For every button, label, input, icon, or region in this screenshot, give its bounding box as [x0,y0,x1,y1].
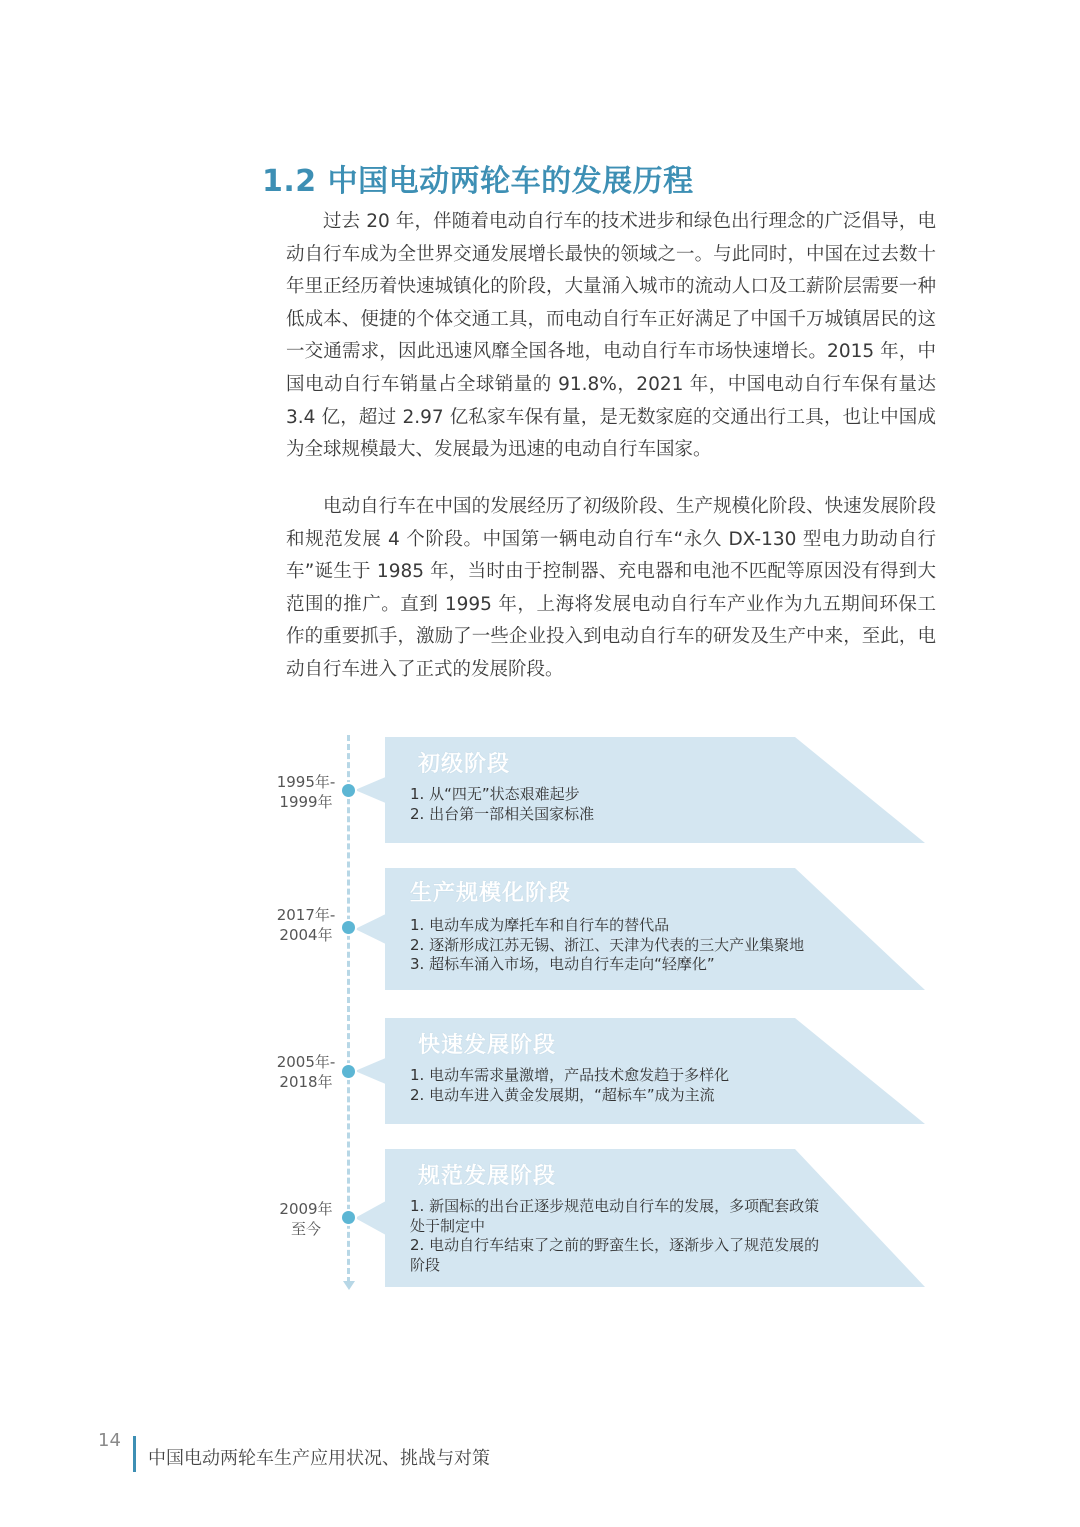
stage-item: 2. 逐渐形成江苏无锡、浙江、天津为代表的三大产业集聚地 [410,935,805,954]
stage-title: 规范发展阶段 [418,1164,557,1189]
timeline-stage-1 [270,737,930,843]
stage-item: 2. 出台第一部相关国家标准 [410,804,595,823]
stage-item: 1. 电动车成为摩托车和自行车的替代品 [410,916,670,934]
timeline-dot-icon [342,1065,355,1078]
stage-date-end: 至今 [290,1220,321,1238]
stage-date [270,772,342,812]
timeline-stage-4 [270,1149,930,1287]
stage-date-start: 2005年- [276,1053,336,1071]
stage-items [410,916,830,975]
stage-item: 2. 电动车进入黄金发展期，“超标车”成为主流 [410,1085,715,1104]
stage-date [270,905,342,945]
stage-item: 1. 从“四无”状态艰难起步 [410,785,580,803]
stage-date [270,1052,342,1092]
body-paragraph-1: 过去 20 年，伴随着电动自行车的技术进步和绿色出行理念的广泛倡导，电动自行车成为全世界交通发展增长最快的领域之一。与此同时，中国在过去数十年里正经历着快速城镇化的阶段，大量涌入城市的流动人口及工薪阶层需要一种低成本、便捷的个体交通工具，而电动自行车正好满足了中国千万城镇居民的这一交通需求，因此迅速风靡全国各地，电动自行车市场快速增长。2015 年，中国电动自行车销量占全球销量的 91.8%，2021 年，中国电动自行车保有量达 3.4 亿，超过 2.97 亿私家车保有量，是无数家庭的交通出行工具，也让中国成为全球规模最大、发展最为迅速的电动自行车国家。 [286,211,936,461]
stage-title: 快速发展阶段 [418,1033,557,1058]
footer-divider [133,1436,136,1472]
stage-date-start: 2009年 [279,1200,333,1218]
stage-items [410,1066,830,1105]
timeline-dot-icon [342,784,355,797]
stage-date-start: 2017年- [276,906,336,924]
stage-item: 3. 超标车涌入市场，电动自行车走向“轻摩化” [410,955,715,973]
stage-item: 2. 电动自行车结束了之前的野蛮生长，逐渐步入了规范发展的阶段 [410,1236,820,1274]
footer-book-title: 中国电动两轮车生产应用状况、挑战与对策 [148,1448,490,1469]
stage-date-start: 1995年- [276,773,336,791]
stage-items [410,1197,825,1275]
stage-title: 初级阶段 [418,752,511,777]
stage-date-end: 1999年 [279,793,333,811]
stage-items [410,785,830,824]
stage-title: 生产规模化阶段 [410,881,572,906]
timeline-stage-3 [270,1018,930,1124]
development-timeline [270,735,930,1295]
timeline-dot-icon [342,921,355,934]
stage-item: 1. 电动车需求量激增，产品技术愈发趋于多样化 [410,1066,730,1084]
page-number: 14 [98,1430,121,1451]
body-paragraph-2: 电动自行车在中国的发展经历了初级阶段、生产规模化阶段、快速发展阶段和规范发展 4 个阶段。中国第一辆电动自行车“永久 DX-130 型电力助动自行车”诞生于 1985 年，当时由于控制器、充电器和电池不匹配等原因没有得到大范围的推广。直到 1995 年，上海将发展电动自行车产业作为九五期间环保工作的重要抓手，激励了一些企业投入到电动自行车的研发及生产中来，至此，电动自行车进入了正式的发展阶段。 [286,496,936,680]
section-heading: 1.2 中国电动两轮车的发展历程 [262,164,694,199]
stage-item: 1. 新国标的出台正逐步规范电动自行车的发展，多项配套政策处于制定中 [410,1197,820,1235]
stage-date [270,1199,342,1239]
stage-date-end: 2018年 [279,1073,333,1091]
timeline-stage-2 [270,868,930,990]
timeline-dot-icon [342,1211,355,1224]
stage-date-end: 2004年 [279,926,333,944]
